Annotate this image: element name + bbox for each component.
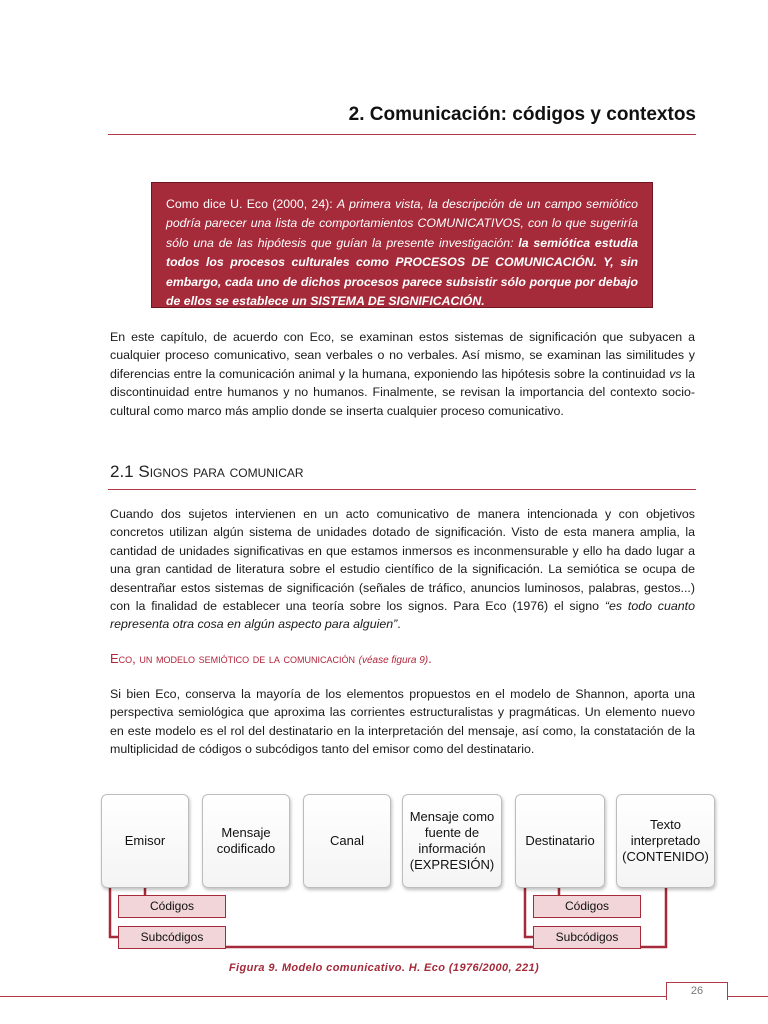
node-emisor: Emisor xyxy=(101,794,189,888)
communication-model-diagram xyxy=(0,780,768,980)
node-destinatario: Destinatario xyxy=(515,794,605,888)
section-title: 2.1 Signos para comunicar xyxy=(110,462,304,481)
right-codes-box: Códigos xyxy=(533,895,641,918)
right-subcodes-box: Subcódigos xyxy=(533,926,641,949)
quote-bold-italic-text: la semiótica estudia todos los procesos culturales como PROCESOS DE COMUNICACIÓN. Y, sin embargo, cada uno de dichos procesos parece subsistir sólo porque por debajo de ellos se establece un SISTEMA DE SIGNIFICACIÓN. xyxy=(166,235,638,309)
section-title-rule xyxy=(108,489,696,490)
intro-paragraph xyxy=(110,328,695,420)
node-texto-interpretado: Texto interpretado (CONTENIDO) xyxy=(616,794,715,888)
subheading-end: . xyxy=(428,651,432,666)
chapter-title-rule xyxy=(108,134,696,135)
quote-italic-text: A primera vista, la descripción de un campo semiótico podría parecer una lista de comportamientos COMUNICATIVOS, con lo que sugeriría sólo una de las hipótesis que guían la presente investigación: xyxy=(166,197,638,250)
subheading xyxy=(110,651,432,666)
page-number: 26 xyxy=(666,982,728,1000)
figure-caption: Figura 9. Modelo comunicativo. H. Eco (1976/2000, 221) xyxy=(228,962,540,974)
left-connector-subcodes xyxy=(110,888,118,937)
section-paragraph xyxy=(110,505,695,634)
intro-paragraph-part1: En este capítulo, de acuerdo con Eco, se examinan estos sistemas de significación que subyacen a cualquier proceso comunicativo, sean verbales o no verbales. Así mismo, se examinan las similitudes y diferencias entre la comunicación animal y la humana, exponiendo las hipótesis sobre la continuidad xyxy=(110,330,695,381)
footer-rule xyxy=(0,996,768,997)
node-mensaje-codificado: Mensaje codificado xyxy=(202,794,290,888)
section-paragraph-text: Cuando dos sujetos intervienen en un acto comunicativo de manera intencionada y con objetivos concretos utilizan algún sistema de unidades dotado de significación. Visto de esta manera amplia, la cantidad de unidades significativas en que estamos inmersos es inconmensurable y ello ha dado lugar a una gran cantidad de literatura sobre el estudio científico de la significación. La semiótica se ocupa de desentrañar estos sistemas de significación (señales de tráfico, anuncios luminosos, palabras, gestos...) con la finalidad de establecer una teoría sobre los signos. Para Eco (1976) el signo xyxy=(110,507,695,614)
intro-paragraph-italic: vs xyxy=(669,366,682,381)
sign-definition-quote: “es todo cuanto representa otra cosa en algún aspecto para alguien” xyxy=(110,599,695,632)
figure-reference: (véase figura 9) xyxy=(358,655,429,666)
intro-paragraph-part2: la discontinuidad entre humanos y no humanos. Finalmente, se revisan la importancia del contexto socio-cultural como marco más amplio donde se inserta cualquier proceso comunicativo. xyxy=(110,366,695,418)
left-subcodes-box: Subcódigos xyxy=(118,926,226,949)
node-canal: Canal xyxy=(303,794,391,888)
section-paragraph-end: . xyxy=(397,617,401,632)
left-codes-box: Códigos xyxy=(118,895,226,918)
model-paragraph: Si bien Eco, conserva la mayoría de los elementos propuestos en el modelo de Shannon, aporta una perspectiva semiológica que aproxima las corrientes estructuralistas y pragmáticas. Un elemento nuevo en este modelo es el rol del destinatario en la interpretación del mensaje, así como, la constatación de la multiplicidad de códigos o subcódigos tanto del emisor como del destinatario. xyxy=(110,687,695,757)
quote-box xyxy=(151,182,653,308)
right-connector-subcodes xyxy=(525,888,533,937)
node-mensaje-fuente: Mensaje como fuente de información (EXPRESIÓN) xyxy=(402,794,502,888)
quote-intro: Como dice U. Eco (2000, 24): xyxy=(166,197,338,211)
subheading-text: Eco, un modelo semiótico de la comunicación xyxy=(110,651,355,666)
chapter-title: 2. Comunicación: códigos y contextos xyxy=(348,104,696,125)
